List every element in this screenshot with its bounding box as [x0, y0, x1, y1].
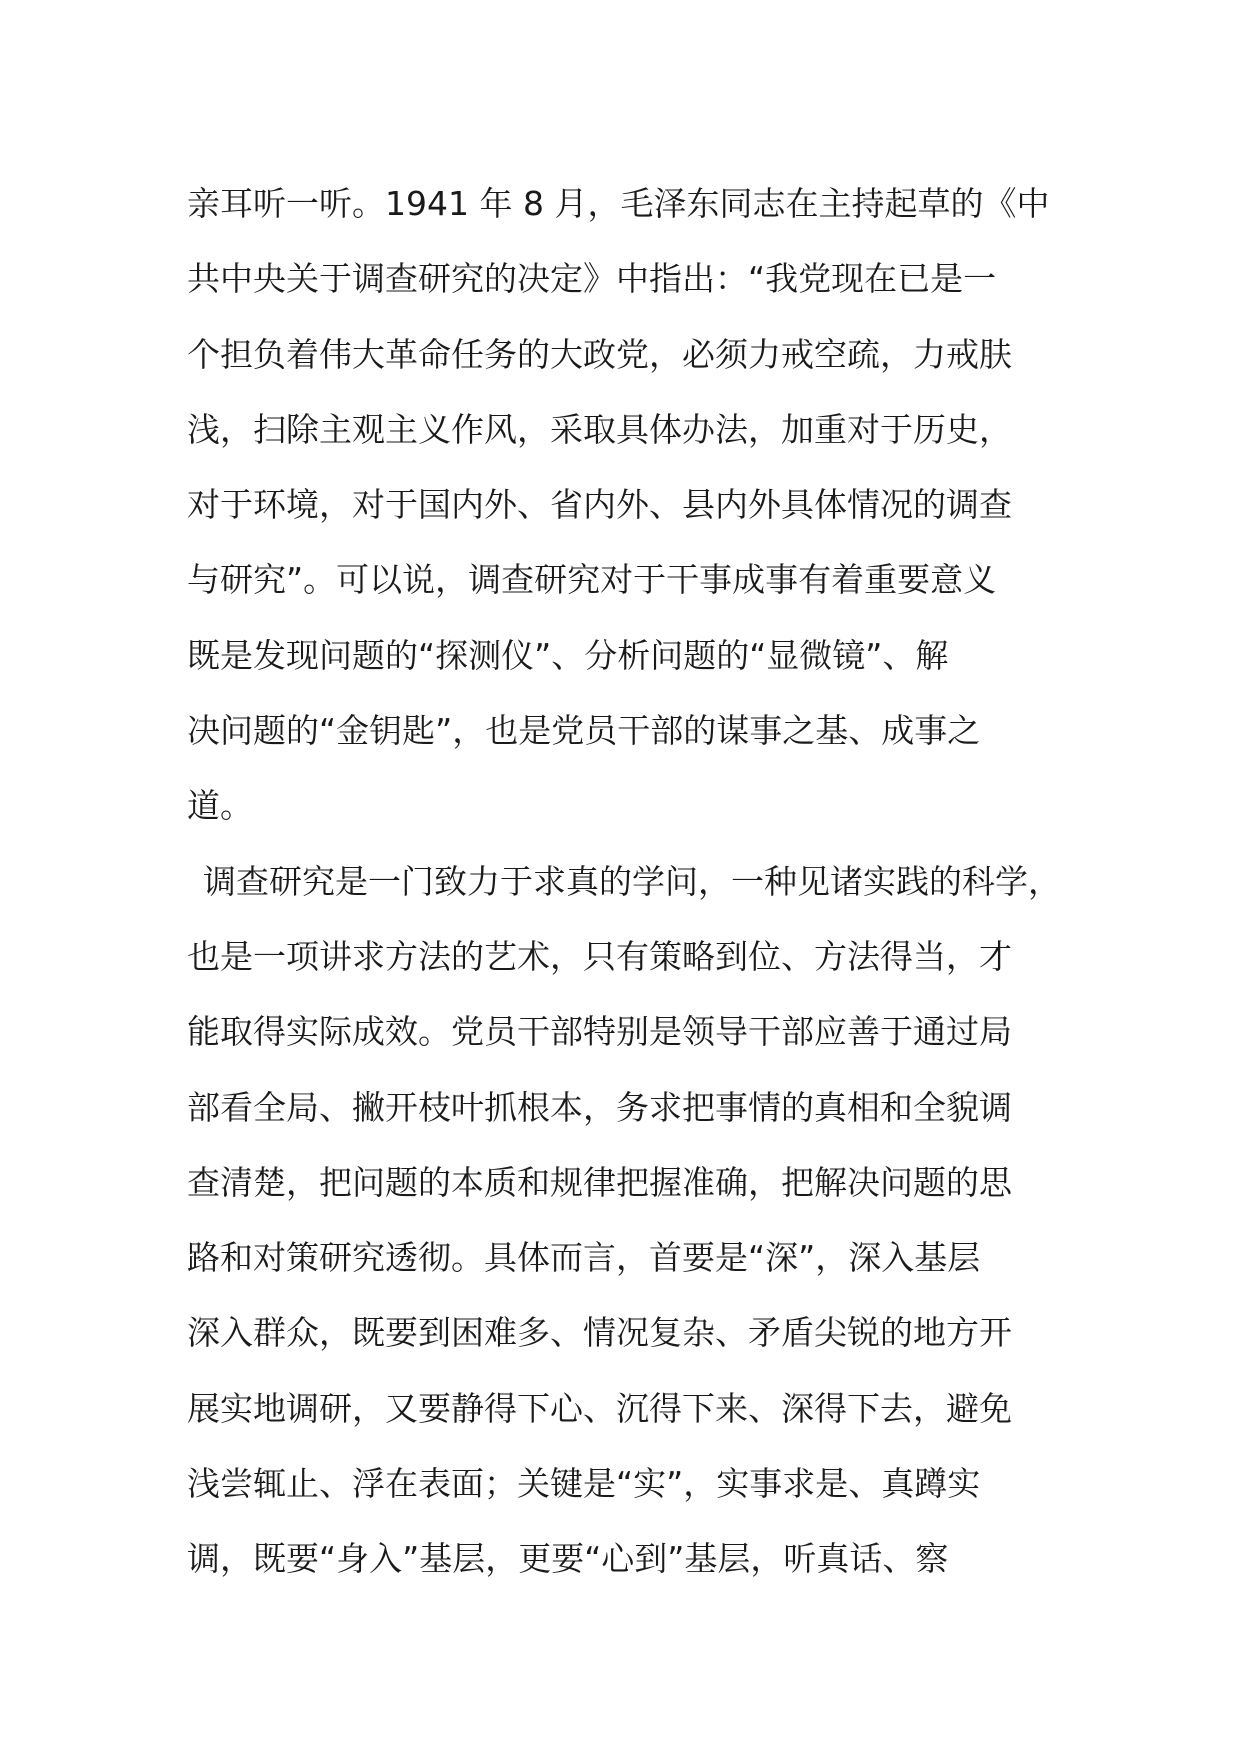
text-line: 浅，扫除主观主义作风，采取具体办法，加重对于历史，	[187, 409, 1012, 449]
text-line: 个担负着伟大革命任务的大政党，必须力戒空疏，力戒肤	[187, 334, 1012, 374]
text-line: 亲耳听一听。1941 年 8 月，毛泽东同志在主持起草的《中	[187, 184, 1050, 223]
text-line: 也是一项讲求方法的艺术，只有策略到位、方法得当，才	[187, 936, 1012, 976]
text-line: 与研究”。可以说，调查研究对于干事成事有着重要意义	[187, 560, 997, 600]
text-line: 路和对策研究透彻。具体而言，首要是“深”，深入基层	[187, 1238, 981, 1278]
paragraph-start-line: 调查研究是一门致力于求真的学问，一种见诸实践的科学，	[203, 861, 1061, 901]
text-line: 道。	[187, 786, 253, 826]
text-line: 决问题的“金钥匙”，也是党员干部的谋事之基、成事之	[187, 711, 981, 751]
text-line: 共中央关于调查研究的决定》中指出：“我党现在已是一	[187, 259, 997, 299]
body-text	[187, 166, 1087, 1597]
text-line: 对于环境，对于国内外、省内外、县内外具体情况的调查	[187, 485, 1012, 525]
text-line: 浅尝辄止、浮在表面；关键是“实”，实事求是、真蹲实	[187, 1464, 981, 1504]
text-line: 能取得实际成效。党员干部特别是领导干部应善于通过局	[187, 1012, 1012, 1052]
text-line: 既是发现问题的“探测仪”、分析问题的“显微镜”、解	[187, 635, 949, 675]
text-line: 调，既要“身入”基层，更要“心到”基层，听真话、察	[187, 1539, 949, 1579]
text-line: 部看全局、撇开枝叶抓根本，务求把事情的真相和全貌调	[187, 1087, 1012, 1127]
text-line: 展实地调研，又要静得下心、沉得下来、深得下去，避免	[187, 1388, 1012, 1428]
text-line: 深入群众，既要到困难多、情况复杂、矛盾尖锐的地方开	[187, 1313, 1012, 1353]
text-line: 查清楚，把问题的本质和规律把握准确，把解决问题的思	[187, 1162, 1012, 1202]
